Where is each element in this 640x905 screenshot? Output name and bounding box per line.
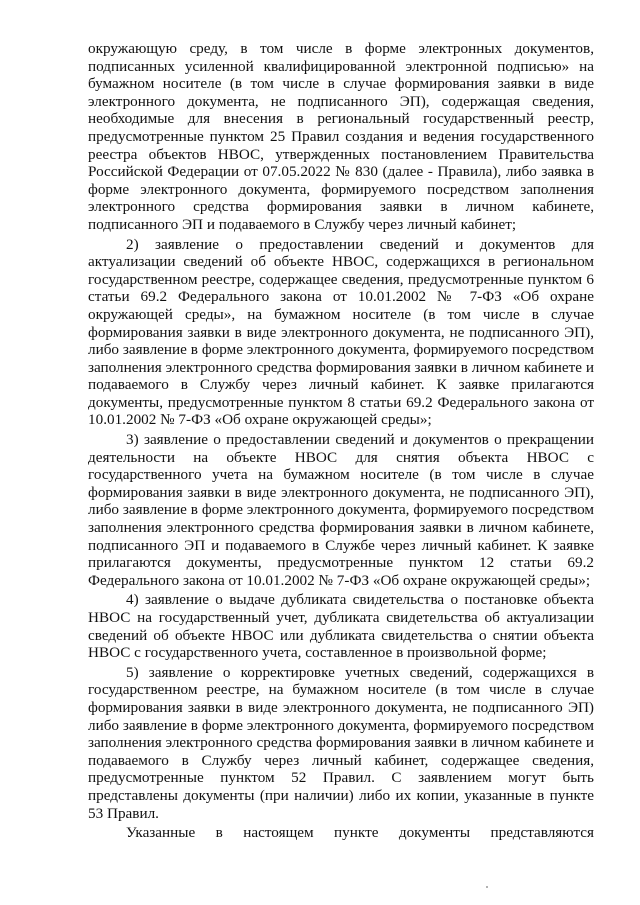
paragraph-item-4: 4) заявление о выдаче дубликата свидетельства о постановке объекта НВОС на государственный учет, дубликата свидетельства об актуализации сведений об объекте НВОС или дубликата свидетельства о снятии объекта НВОС с государственного учета, составленное в произвольной форме; bbox=[88, 591, 594, 662]
scan-speck bbox=[486, 886, 488, 888]
paragraph-item-3: 3) заявление о предоставлении сведений и документов о прекращении деятельности на объекте НВОС для снятия объекта НВОС с государственного учета на бумажном носителе (в том числе в случае формирования заявки в виде электронного документа, не подписанного ЭП), либо заявление в форме электронного документа, формируемого посредством заполнения электронного средства формирования заявки в личном кабинете, подписанного ЭП и подаваемого в Службе через личный кабинет. К заявке прилагаются документы, предусмотренные пунктом 12 статьи 69.2 Федерального закона от 10.01.2002 № 7-ФЗ «Об охране окружающей среды»; bbox=[88, 431, 594, 589]
paragraph-closing: Указанные в настоящем пункте документы представляются bbox=[126, 824, 594, 842]
document-body bbox=[88, 40, 594, 842]
paragraph-continuation: окружающую среду, в том числе в форме электронных документов, подписанных усиленной квалифицированной электронной подписью» на бумажном носителе (в том числе в случае формирования заявки в виде электронного документа, не подписанного ЭП), содержащая сведения, необходимые для внесения в региональный государственный реестр, предусмотренные пунктом 25 Правил создания и ведения государственного реестра объектов НВОС, утвержденных постановлением Правительства Российской Федерации от 07.05.2022 № 830 (далее - Правила), либо заявка в форме электронного документа, формируемого посредством заполнения электронного средства формирования заявки в личном кабинете, подписанного ЭП и подаваемого в Службу через личный кабинет; bbox=[88, 40, 594, 233]
paragraph-item-5: 5) заявление о корректировке учетных сведений, содержащихся в государственном реестре, на бумажном носителе (в том числе в случае формирования заявки в виде электронного документа, не подписанного ЭП) либо заявление в форме электронного документа, формируемого посредством заполнения электронного средства формирования заявки в личном кабинете и подаваемого в Службу через личный кабинет, содержащее сведения, предусмотренные пунктом 52 Правил. С заявлением могут быть представлены документы (при наличии) либо их копии, указанные в пункте 53 Правил. bbox=[88, 663, 594, 822]
paragraph-item-2: 2) заявление о предоставлении сведений и документов для актуализации сведений об объекте НВОС, содержащихся в региональном государственном реестре, содержащее сведения, предусмотренные пунктом 6 статьи 69.2 Федерального закона от 10.01.2002 № 7-ФЗ «Об охране окружающей среды», на бумажном носителе (в том числе в случае формирования заявки в виде электронного документа, не подписанного ЭП), либо заявление в форме электронного документа, формируемого посредством заполнения электронного средства формирования заявки в личном кабинете и подаваемого в Службу через личный кабинет. К заявке прилагаются документы, предусмотренные пунктом 8 статьи 69.2 Федерального закона от 10.01.2002 № 7-ФЗ «Об охране окружающей среды»; bbox=[88, 235, 594, 429]
